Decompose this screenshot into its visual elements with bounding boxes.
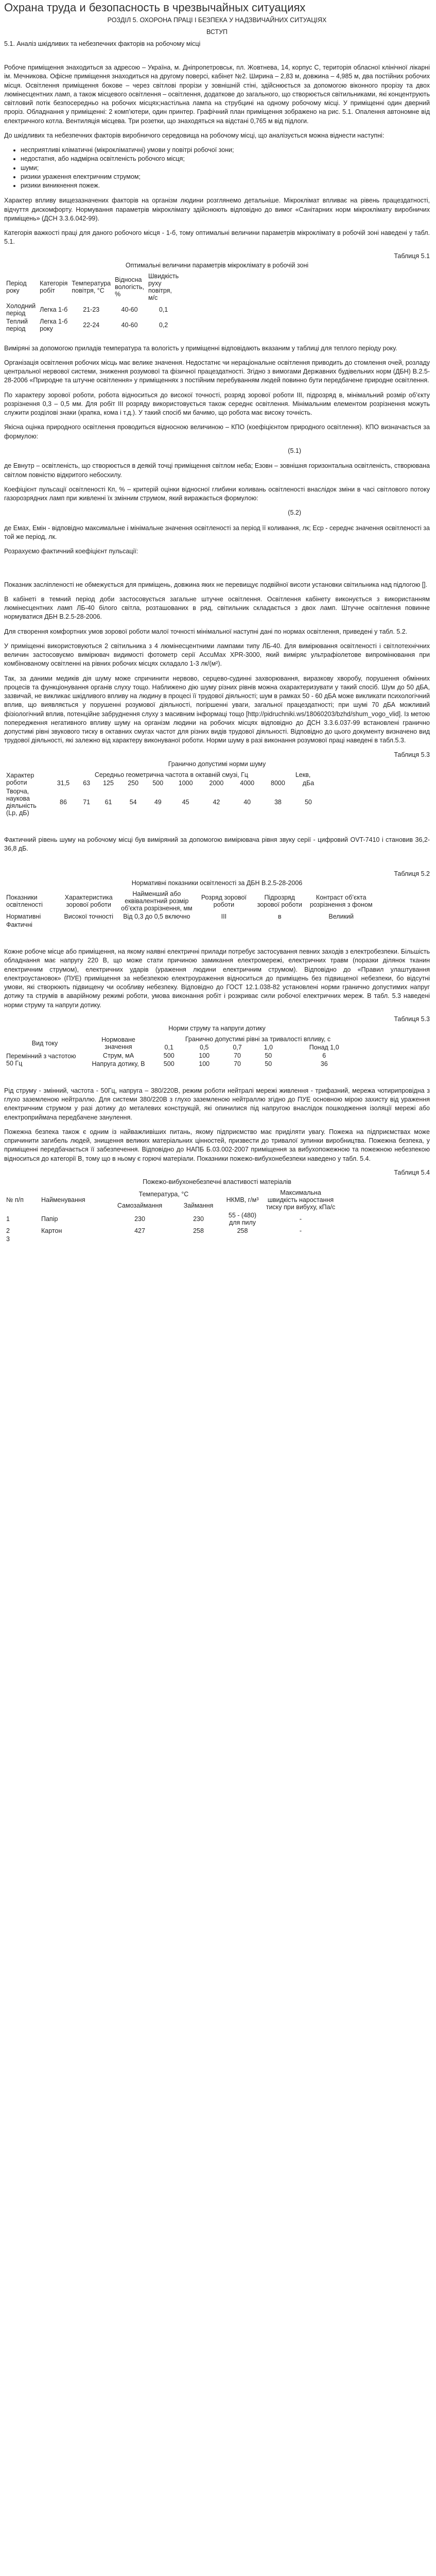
table-cell: 4000 <box>240 779 255 787</box>
table-cell: 125 <box>103 779 114 787</box>
table-header: Період року <box>6 279 27 294</box>
table-header: Відносна вологість, % <box>115 276 144 298</box>
table-header: Найменший або еквівалентний розмір об’єкта розрізнення, мм <box>121 890 193 912</box>
paragraph: Коефіцієнт пульсації освітленості Кп, % – критерій оцінки відносної глибини коливань освітленості внаслідок зміни в часі світлового потоку газорозрядних ламп при живленні їх змінним струмом, який виражається формулою: <box>4 485 430 502</box>
table-cell: 3 <box>6 1235 10 1243</box>
table-cell: 0,7 <box>233 1043 242 1051</box>
paragraph: Характер впливу вищезазначених факторів на організм людини розглянемо детальніше. Мікроклімат впливає на рівень працездатності, відчуття дискомфорту. Нормування параметрів мікроклімату здійснюють відповідно до вимог «Санітарних норм мікроклімату виробничих приміщень» (ДСН 3.3.6.042-99). <box>4 197 430 222</box>
table-header: Вид току <box>31 1039 58 1047</box>
table-header: Найменування <box>41 1196 85 1204</box>
table-cell: Холодний період <box>6 302 36 317</box>
table-header: Температура, °С <box>138 1190 189 1198</box>
table-cell: Легка 1-б року <box>40 317 68 332</box>
table-number: Таблиця 5.4 <box>394 1168 430 1176</box>
table-header: Розряд зорової роботи <box>201 894 247 908</box>
list-item: • шуми; <box>21 164 430 173</box>
table-cell: Напруга дотику, В <box>92 1060 145 1067</box>
table-row <box>4 1227 339 1235</box>
table-cell: 258 <box>237 1227 248 1234</box>
table-cell: 100 <box>199 1052 210 1059</box>
table-cell: 8000 <box>271 779 285 787</box>
table-caption: Пожежо-вибухонебезпечні властивості матеріалів <box>143 1178 291 1185</box>
factor-list <box>4 146 430 190</box>
table-cell <box>196 921 252 929</box>
table-number: Таблиця 5.3 <box>394 1015 430 1023</box>
table-row <box>4 779 323 787</box>
table-cell: Папір <box>41 1215 58 1223</box>
table-header: Температура повітря, °С <box>72 279 111 294</box>
table-cell <box>252 921 307 929</box>
table-cell <box>39 1235 105 1243</box>
table-cell: 40 <box>243 798 251 806</box>
table-cell: Легка 1-б <box>40 306 68 313</box>
table-cell: 500 <box>163 1060 175 1067</box>
table-caption: Нормативні показники освітленості за ДБН В.2.5-28-2006 <box>131 879 303 887</box>
paragraph: Виміряні за допомогою приладів температура та вологість у приміщенні відповідають вказаним у таблиці для теплого періоду року. <box>4 344 397 352</box>
paragraph: Організація освітлення робочих місць має велике значення. Недостатнє чи нераціональне освітлення приводить до стомлення очей, розладу центральної нервової системи, зниження розумової та фізичної працездатності. Згідно з вимогами Державних будівельних норм (ДБН) В.2.5-28-2006 «Природне та штучне освітлення» у приміщеннях з постійним перебуванням людей повинно бути передбачене природне освітлення. <box>4 359 430 384</box>
table-cell: 61 <box>104 798 112 806</box>
table-cell: 1,0 <box>264 1043 273 1051</box>
paragraph: Так, за даними медиків дія шуму може спричинити нервово, серцево-судинні захворювання, виразкову хворобу, порушення обмінних процесів та функціонування органів слуху тощо. Наближено дію шуму різних рівнів можна охарактеризувати у такий спосіб. Шум до 50 дБА, зазвичай, не викликає шкідливого впливу на людину в процесі її трудової діяльності; шум в рамках 50 - 60 дБА може викликати психологічний вплив, що виявляється у порушенні розумової діяльності, погіршенні уваги, загальної працездатності; при шумі 70 дБА можливий фізіологічний вплив, потенційне забруднення слуху з масивним інформаці тощо [http://pidruchniki.ws/18060203/bzhd/shum_vogo_vlid]. Із метою попередження негативного впливу шуму на організм людини на робочих місцях відповідно до ДСН 3.3.6.037-99 встановлені гранично допустимі рівні звукового тиску в октавних смугах частот для різних видів трудової діяльності. Відповідно до цього документу визначено вид трудової діяльності, які залежно від характеру виконуваної роботи. Норми шуму в разі виконання розумової праці наведені в табл.5.3. <box>4 674 430 744</box>
table-cell: 40-60 <box>121 306 138 313</box>
microclimate-table <box>4 272 181 333</box>
table-cell: 22-24 <box>83 321 100 329</box>
table-header: Характер роботи <box>6 771 34 786</box>
table-row <box>4 787 323 817</box>
table-cell: 45 <box>182 798 189 806</box>
table-cell: Творча, наукова діяльність (Lp, дБ) <box>6 787 37 817</box>
table-cell <box>263 1235 339 1243</box>
table-header: НКМВ, г/м³ <box>226 1196 259 1204</box>
formula-5-1 <box>4 447 430 456</box>
table-cell: 50 <box>265 1052 272 1059</box>
touch-voltage-table <box>4 1035 364 1068</box>
table-caption: Норми струму та напруги дотику <box>168 1024 266 1032</box>
table-header: Характеристика зорової роботи <box>64 894 113 908</box>
intro-heading: ВСТУП <box>206 28 228 36</box>
formula-number: (5.1) <box>288 447 301 454</box>
formula-5-2 <box>4 509 430 518</box>
table-cell: 54 <box>129 798 137 806</box>
paragraph: Категорія важкості праці для даного робочого місця - 1-б, тому оптимальні величини параметрів мікроклімату в робочій зоні наведені у табл. 5.1. <box>4 229 430 246</box>
table-cell: Фактичні <box>6 921 32 928</box>
table-cell: 36 <box>320 1060 328 1067</box>
table-cell: 42 <box>213 798 220 806</box>
subsection-heading: 5.1. Аналіз шкідливих та небезпечних факторів на робочому місці <box>4 40 201 47</box>
table-caption: Гранично допустимі норми шуму <box>168 760 266 768</box>
table-cell: Нормативні <box>6 913 41 920</box>
document-page <box>0 1 436 1243</box>
table-number: Таблиця 5.1 <box>394 252 430 260</box>
table-cell: Струм, мА <box>102 1052 134 1059</box>
table-cell: 1 <box>6 1215 10 1223</box>
table-cell: 21-23 <box>83 306 100 313</box>
list-item: • ризики ураження електричним струмом; <box>21 173 430 181</box>
paragraph: В кабінеті в темний період доби застосовується загальне штучне освітлення. Освітлення кабінету виконується з використанням люмінесцентних ламп ЛБ-40 білого світла, розташованих в ряд, світильник складається з двох ламп. Штучне освітлення повинне нормуватися ДБН В.2.5-28-2006. <box>4 595 430 621</box>
noise-table <box>4 771 323 817</box>
table-cell: Високої точності <box>64 913 113 920</box>
table-cell: Самозаймання <box>117 1201 163 1209</box>
table-cell <box>60 921 117 929</box>
table-caption: Оптимальні величини параметрів мікроклімату в робочій зоні <box>125 261 309 269</box>
paragraph: До шкідливих та небезпечних факторів виробничого середовища на робочому місці, що аналізується можна віднести наступні: <box>4 131 385 139</box>
table-cell: 40-60 <box>121 321 138 329</box>
table-header: № п/п <box>6 1196 24 1204</box>
paragraph: Кожне робоче місце або приміщення, на якому наявні електричні прилади потребує застосування певних заходів з електробезпеки. Більшість обладнання має напругу 220 В, що може стати причиною замикання електромережі, електричних травм (поразки ділянок тканин електричним струмом), електричних ударів (ураження людини електричним струмом). Відповідно до «Правил улаштування електроустановок» (ПУЕ) приміщення за небезпекою електроураження відноситься до приміщень без підвищеної небезпеки, бо відсутні умови, які створюють підвищену чи особливу небезпеку. Відповідно до ГОСТ 12.1.038-82 установлені норми гранично допустимих напруг дотику та струмів в аварійному режимі роботи, умова виконання робіт і розкриває сили робочої електричних мереж. В табл. 5.3 наведені норми струму та напруги дотику. <box>4 948 430 1009</box>
table-cell: 2000 <box>209 779 224 787</box>
table-cell: 500 <box>163 1052 175 1059</box>
formula-number: (5.2) <box>288 509 301 517</box>
table-row <box>4 302 181 317</box>
lighting-table <box>4 890 375 929</box>
table-number: Таблиця 5.2 <box>394 870 430 877</box>
table-cell: 500 <box>152 779 164 787</box>
table-header: Lекв, <box>295 771 311 778</box>
table-row <box>4 912 375 921</box>
fire-hazard-table <box>4 1189 339 1243</box>
paragraph: Для створення комфортних умов зорової роботи малої точності мінімальної наступні дані по нормах освітлення, приведені у табл. 5.2. <box>4 628 408 635</box>
paragraph: де Евнутр – освітленість, що створюється в деякій точці приміщення світлом неба; Езовн – зовнішня горизонтальна освітленість, створювана світлом повністю відкритого небосхилу. <box>4 462 430 479</box>
table-cell: 0,1 <box>164 1043 173 1051</box>
table-header: Контраст об’єкта розрізнення з фоном <box>309 894 373 908</box>
list-item: • несприятливі кліматичні (мікрокліматичні) умови у повітрі робочої зони; <box>21 146 430 155</box>
table-row <box>4 921 375 929</box>
table-cell: 0,1 <box>159 306 168 313</box>
table-cell <box>105 1235 175 1243</box>
table-cell: Перемінний з частотою 50 Гц <box>6 1052 76 1067</box>
table-row <box>4 1211 339 1227</box>
table-cell: - <box>299 1215 302 1223</box>
paragraph: По характеру зорової роботи, робота відноситься до високої точності, розряд зорової роботи III, підрозряд в, мінімальний розмір об’єкту розрізнення 0,3 – 0,5 мм. Для робіт III розряду використовується також середнє освітлення. Мінімальним елементом розрізнення можуть служити розділові знаки (крапка, кома і т.д.). У такий спосіб ми бачимо, що робота має високу точність. <box>4 391 430 416</box>
table-cell: 427 <box>134 1227 145 1234</box>
page-title: Охрана труда и безопасность в чрезвычайных ситуациях <box>4 1 306 14</box>
paragraph: де Емах, Емін - відповідно максимальне і мінімальне значення освітленості за період її коливання, лк; Еср - середнє значення освітленості за той же період, лк. <box>4 524 430 540</box>
paragraph: Рід струму - змінний, частота - 50Гц, напруга – 380/220В, режим роботи нейтралі мережі живлення - трифазний, мережа чотирипровідна з глухо заземленою нейтраллю. Для системи 380/220В з глухо заземленою нейтраллю згідно до ПУЕ основною мірою захисту від ураження електричним струмом у разі дотику до металевих конструкцій, які опинилися під напругою внаслідок пошкодження ізоляції мережі або електроприймача передбачене занулення. <box>4 1087 430 1121</box>
table-cell: в <box>277 913 282 920</box>
list-item: • ризики виникнення пожеж. <box>21 181 430 190</box>
table-row <box>4 890 375 912</box>
table-cell: 38 <box>274 798 282 806</box>
table-cell: 0,2 <box>159 321 168 329</box>
table-cell <box>175 1235 222 1243</box>
paragraph: Пожежна безпека також є одним із найважливіших питань, якому підприємство має приділяти увагу. Пожежа на підприємствах може спричинити загибель людей, знищення великих матеріальних цінностей, призвести до тривалої зупинки виробництва. Пожежна безпека, у приміщенні передбачається її забезпечення. Відповідно до НАПБ Б.03.002-2007 приміщення за вибухопожежною та пожежною небезпекою відноситься до категорії В, тому що в ньому є горючі матеріали. Показники пожежо-вибухонебезпеки наведено у табл. 5.4. <box>4 1128 430 1162</box>
table-cell: дБа <box>302 779 315 787</box>
table-header: Середньо геометрична частота в октавній смузі, Гц <box>94 771 248 778</box>
paragraph: Розрахуємо фактичний коефіцієнт пульсації: <box>4 548 138 555</box>
table-cell: 250 <box>128 779 139 787</box>
table-header: Гранично допустимі рівні за тривалості впливу, с <box>185 1035 331 1043</box>
table-cell: 100 <box>199 1060 210 1067</box>
table-header: Швидкість руху повітря, м/с <box>148 272 179 301</box>
table-cell: 63 <box>83 779 91 787</box>
paragraph: Робоче приміщення знаходиться за адресою – Україна, м. Дніпропетровськ, пл. Жовтнева, 14, корпус С, територія обласної клінічної лікарні ім. Мечникова. Офісне приміщення знаходиться на другому поверсі, кабінет №2. Ширина – 2,83 м, довжина – 4,985 м, два постійних робочих місця. Освітлення приміщення бокове – через світлові прорізи у зовнішній стіні, здійснюється за допомогою віконного прорізу та двох люмінесцентних ламп, а також місцевого освітлення – освітлення, додаткове до загального, що створюється світильниками, які концентрують світловий потік безпосередньо на робочих місцях;настільна лампа на струбцині на одному робочому місці. У приміщенні один дверний проріз. Обладнання у приміщенні: 2 комп’ютери, один принтер. Графічний план приміщення зображено на рис. 5.1. Опалення автономне від електричного котла. Вентиляція місцева. Три розетки, що знаходяться на відстані 0,765 м від підлоги. <box>4 64 430 125</box>
paragraph: Якісна оцінка природного освітлення проводиться відносною величиною – КПО (коефіцієнтом природного освітлення). КПО визначається за формулою: <box>4 423 430 440</box>
table-header: Показники освітленості <box>6 894 43 908</box>
table-cell: Картон <box>41 1227 62 1234</box>
table-cell: 55 - (480) для пилу <box>228 1211 257 1226</box>
table-cell <box>307 921 375 929</box>
table-cell: 50 <box>265 1060 272 1067</box>
list-item: • недостатня, або надмірна освітленість робочого місця; <box>21 155 430 163</box>
table-cell: Понад 1,0 <box>309 1043 339 1051</box>
table-row <box>4 1235 339 1243</box>
table-number: Таблиця 5.3 <box>394 751 430 758</box>
table-cell: 258 <box>193 1227 204 1234</box>
table-row <box>4 1052 364 1060</box>
table-cell: 31,5 <box>57 779 70 787</box>
table-cell: 230 <box>193 1215 204 1223</box>
table-cell: 2 <box>6 1227 10 1234</box>
table-cell: 50 <box>304 798 312 806</box>
table-cell: Від 0,3 до 0,5 включно <box>123 913 190 920</box>
paragraph: Показник засліпленості не обмежується для приміщень, довжина яких не перевищує подвійної висоти установки світильника над підлогою []. <box>4 581 428 588</box>
table-header: Категорія робіт <box>40 279 68 294</box>
table-cell: 0,5 <box>200 1043 209 1051</box>
paragraph: Фактичний рівень шуму на робочому місці був виміряний за допомогою вимірювача рівня звуку серії - цифровий OVT-7410 і становив 36,2-36,8 дБ. <box>4 836 430 852</box>
table-cell: 86 <box>60 798 67 806</box>
table-cell <box>117 921 196 929</box>
table-cell <box>222 1235 263 1243</box>
table-header: Підрозряд зорової роботи <box>257 894 302 908</box>
table-cell: 1000 <box>178 779 193 787</box>
table-header: Нормоване значення <box>101 1036 135 1050</box>
table-row <box>4 317 181 333</box>
table-cell: III <box>221 913 227 920</box>
section-heading: РОЗДІЛ 5. ОХОРОНА ПРАЦІ І БЕЗПЕКА У НАДЗВИЧАЙНИХ СИТУАЦІЯХ <box>107 16 327 24</box>
table-cell: 230 <box>134 1215 145 1223</box>
table-cell: - <box>299 1227 302 1234</box>
table-cell: 49 <box>154 798 162 806</box>
table-cell: Великий <box>328 913 354 920</box>
table-cell: 70 <box>234 1060 241 1067</box>
paragraph: У приміщенні використовуються 2 світильника з 4 люмінесцентними лампами типу ЛБ-40. Для вимірювання освітленості і світлотехнічних величин застосовуємо вимірювач видимості фотометр серії AccuMax XPR-3000, який виміряє ультрафіолетове випромінювання при комбінованому освітленні на рівних робочих місцях складало 1-3 лк/(м²). <box>4 642 430 668</box>
table-cell: Теплий період <box>6 317 28 332</box>
table-cell: 70 <box>234 1052 241 1059</box>
table-header: Максимальна швидкість наростання тиску при вибуху, кПа/с <box>266 1189 336 1211</box>
table-cell: 71 <box>83 798 91 806</box>
table-cell: 6 <box>322 1052 326 1059</box>
table-cell: Займання <box>183 1201 214 1209</box>
